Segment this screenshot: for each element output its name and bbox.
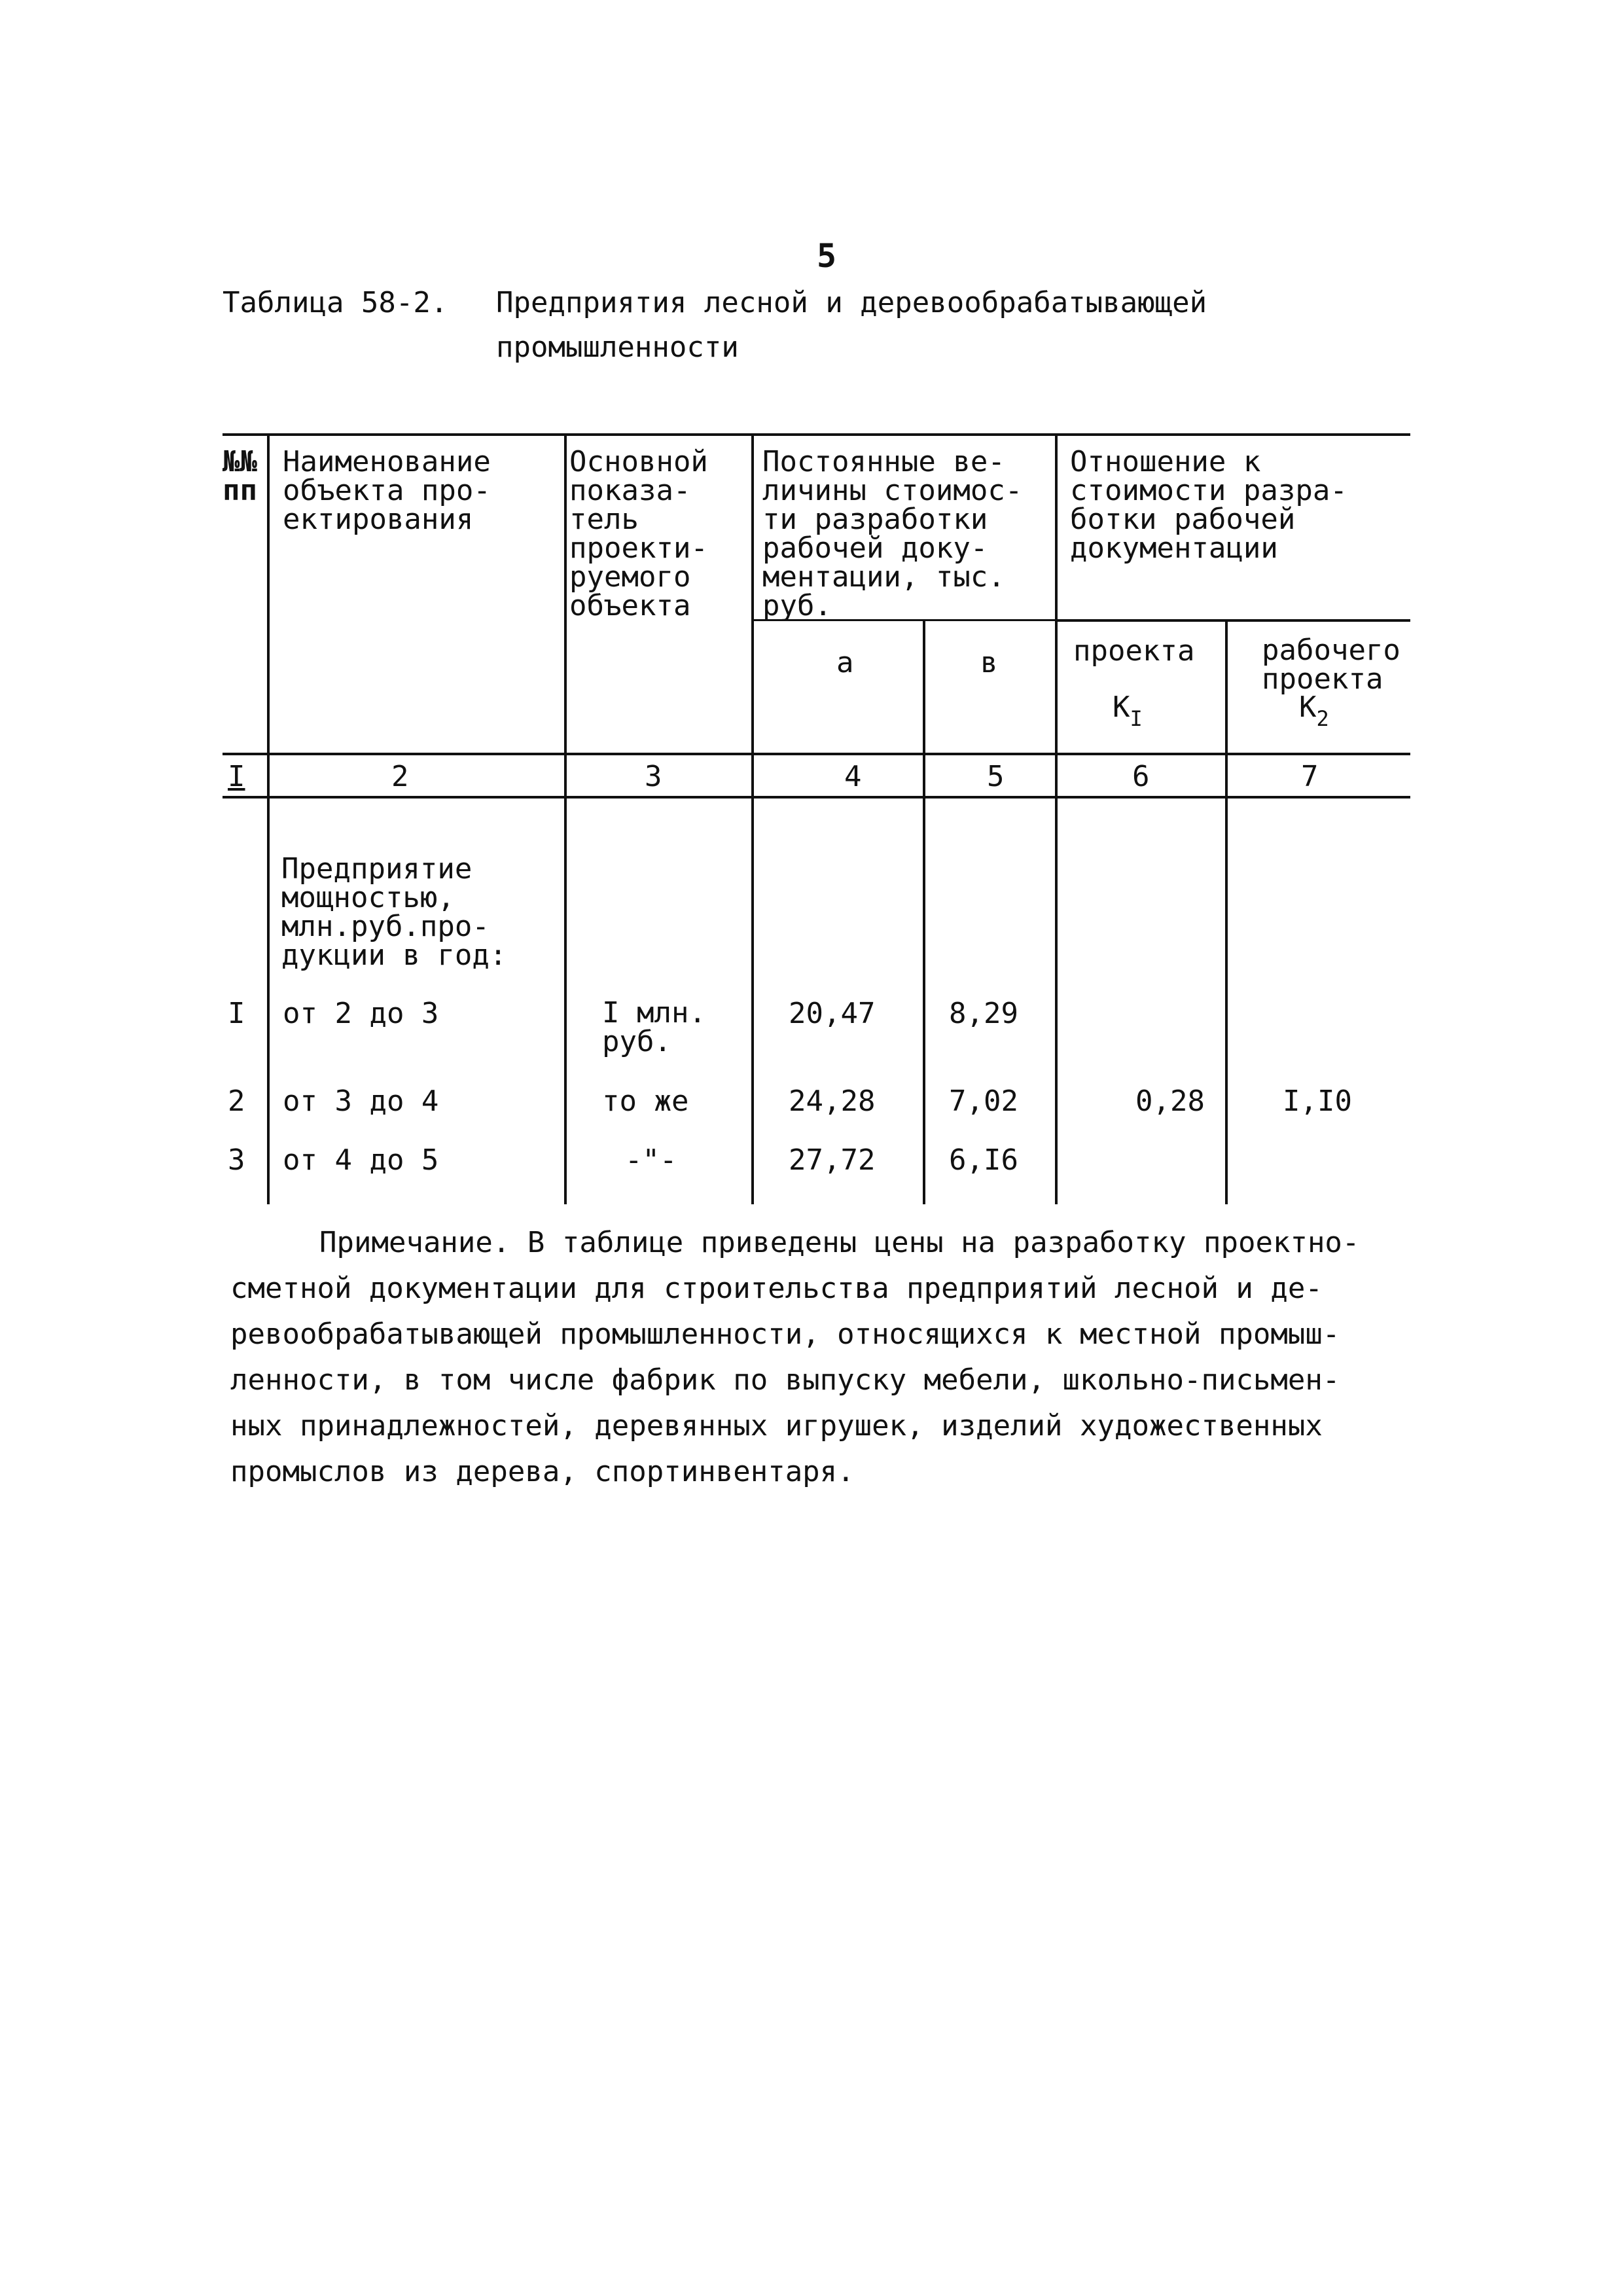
header-col-indicator: Основной показа- тель проекти- руемого объекта xyxy=(569,445,708,622)
col-divider-1 xyxy=(267,433,270,1204)
col-divider-3 xyxy=(751,433,754,1204)
row-1-a: 20,47 xyxy=(789,997,876,1030)
row-2-name: от 3 до 4 xyxy=(283,1085,439,1118)
numbering-5: 5 xyxy=(987,760,1005,793)
row-3-num: 3 xyxy=(228,1143,245,1177)
row-2-indicator: то же xyxy=(602,1085,689,1118)
header-col-k1-symbol xyxy=(1113,692,1143,734)
row-2-b: 7,02 xyxy=(949,1085,1018,1118)
k2-value: I,I0 xyxy=(1283,1085,1352,1118)
note-line-6: промыслов из дерева, спортинвентаря. xyxy=(230,1455,855,1488)
note-line-5: ных принадлежностей, деревянных игрушек, изделий художественных xyxy=(230,1409,1323,1443)
row-3-a: 27,72 xyxy=(789,1143,876,1177)
col-divider-2 xyxy=(564,433,567,1204)
col-divider-6 xyxy=(1225,619,1228,1204)
row-3-indicator: -"- xyxy=(625,1143,677,1177)
numbering-4: 4 xyxy=(844,760,862,793)
note-line-2: сметной документации для строительства предприятий лесной и де- xyxy=(230,1272,1323,1305)
numbering-7: 7 xyxy=(1301,760,1319,793)
table-caption-title-line2: промышленности xyxy=(496,331,739,364)
note-line-4: ленности, в том числе фабрик по выпуску мебели, школьно-письмен- xyxy=(230,1363,1340,1397)
k1-subscript: I xyxy=(1130,706,1143,731)
row-2-a: 24,28 xyxy=(789,1085,876,1118)
k2-subscript: 2 xyxy=(1316,706,1329,731)
header-col-number: №№ пп xyxy=(223,445,257,507)
group-label: Предприятие мощностью, млн.руб.про- дукции в год: xyxy=(281,852,507,972)
numbering-6: 6 xyxy=(1132,760,1150,793)
header-col-ratio: Отношение к стоимости разра- ботки рабочей документации xyxy=(1070,445,1347,565)
row-2-num: 2 xyxy=(228,1085,245,1118)
numbering-2: 2 xyxy=(391,760,409,793)
header-col-name: Наименование объекта про- ектирования xyxy=(283,445,491,536)
col-divider-5 xyxy=(1055,433,1058,1204)
header-col-a: а xyxy=(836,646,854,679)
row-1-name: от 2 до 3 xyxy=(283,997,439,1030)
subheader-rule xyxy=(1057,619,1410,622)
header-col-k1-text: проекта xyxy=(1073,634,1195,668)
k1-letter: К xyxy=(1113,691,1130,724)
row-3-name: от 4 до 5 xyxy=(283,1143,439,1177)
header-col-k2-text: рабочего проекта xyxy=(1262,634,1400,696)
numbering-3: 3 xyxy=(645,760,662,793)
row-3-b: 6,I6 xyxy=(949,1143,1018,1177)
table-top-rule xyxy=(223,433,1410,436)
header-col-k2-symbol xyxy=(1299,692,1329,734)
row-1-num: I xyxy=(228,997,245,1030)
row-1-b: 8,29 xyxy=(949,997,1018,1030)
table-caption-title-line1: Предприятия лесной и деревообрабатывающей xyxy=(496,286,1207,319)
header-bottom-rule xyxy=(223,753,1410,755)
row-1-indicator: I млн. руб. xyxy=(602,996,706,1058)
table-caption-label: Таблица 58-2. xyxy=(223,286,448,319)
note-line-1: Примечание. В таблице приведены цены на разработку проектно- xyxy=(319,1226,1360,1259)
header-col-constants: Постоянные ве- личины стоимос- ти разработки рабочей доку- ментации, тыс. руб. xyxy=(762,445,1023,622)
page-number: 5 xyxy=(817,237,837,275)
k1-value: 0,28 xyxy=(1135,1085,1205,1118)
header-col-b: в xyxy=(980,646,998,679)
note-line-3: ревообрабатывающей промышленности, относящихся к местной промыш- xyxy=(230,1318,1340,1351)
numbering-1: I xyxy=(228,760,245,793)
k2-letter: К xyxy=(1299,691,1317,724)
col-divider-4 xyxy=(923,619,925,1204)
numbering-bottom-rule xyxy=(223,796,1410,798)
